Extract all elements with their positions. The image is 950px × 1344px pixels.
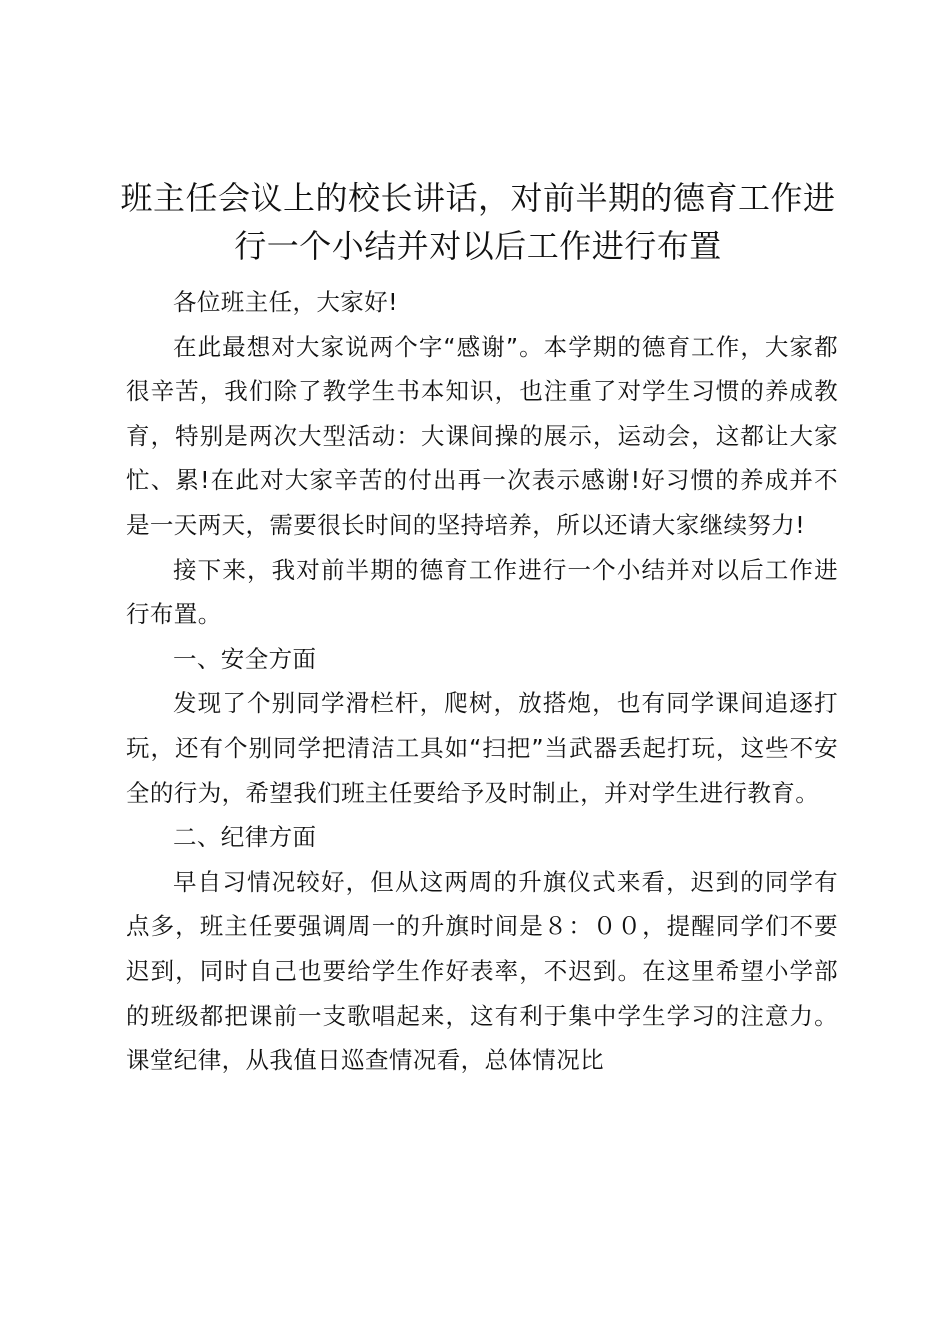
- document-body: [126, 280, 838, 1083]
- intro-paragraph: 接下来，我对前半期的德育工作进行一个小结并对以后工作进行布置。: [126, 555, 838, 629]
- discipline-paragraph: 早自习情况较好，但从这两周的升旗仪式来看，迟到的同学有点多，班主任要强调周一的升旗时间是８：００，提醒同学们不要迟到，同时自己也要给学生作好表率，不迟到。在这里希望小学部的班级都把课前一支歌唱起来，这有利于集中学生学习的注意力。课堂纪律，从我值日巡查情况看，总体情况比: [126, 867, 838, 1075]
- safety-paragraph: 发现了个别同学滑栏杆，爬树，放搭炮，也有同学课间追逐打玩，还有个别同学把清洁工具如“扫把”当武器丢起打玩，这些不安全的行为，希望我们班主任要给予及时制止，并对学生进行教育。: [126, 689, 838, 807]
- section-heading-discipline: 二、纪律方面: [173, 823, 317, 852]
- thanks-paragraph: 在此最想对大家说两个字“感谢”。本学期的德育工作，大家都很辛苦，我们除了教学生书本知识，也注重了对学生习惯的养成教育，特别是两次大型活动：大课间操的展示，运动会，这都让大家忙、累!在此对大家辛苦的付出再一次表示感谢!好习惯的养成并不是一天两天，需要很长时间的坚持培养，所以还请大家继续努力!: [126, 332, 838, 539]
- greeting-paragraph: 各位班主任，大家好!: [173, 288, 398, 316]
- section-heading-safety: 一、安全方面: [173, 644, 317, 673]
- document-title: 班主任会议上的校长讲话，对前半期的德育工作进行一个小结并对以后工作进行布置: [120, 179, 836, 265]
